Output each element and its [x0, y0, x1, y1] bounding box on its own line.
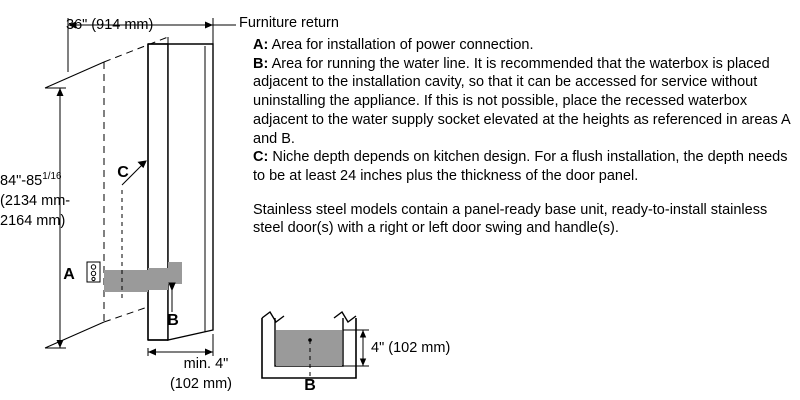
notes-paragraph: Stainless steel models contain a panel-ready base unit, ready-to-install stainless steel door(s) with a right or left door swing and handle(s).: [253, 201, 768, 237]
note-b: B: Area for running the water line. It is recommended that the waterbox is placed adjacent to the installation cavity, so that it can be accessed for service without uninstalling the appliance. If this is not possible, place the recessed waterbox adjacent to the water supply socket elevated at the heights as referenced in areas A and B.: [253, 55, 790, 147]
note-a-key: A: [253, 37, 264, 53]
notes-column: [253, 36, 793, 238]
waterbox-detail: [262, 312, 369, 378]
marker-c-label: C: [117, 164, 129, 181]
cabinet-body: [148, 44, 213, 340]
height-label-line2: (2134 mm-: [0, 193, 71, 209]
note-c-key: C: [253, 149, 264, 166]
power-outlet-icon: [87, 262, 100, 282]
note-a-text: Area for installation of power connection.: [271, 37, 534, 53]
marker-b-label: B: [167, 312, 179, 329]
marker-a-label: A: [63, 266, 75, 283]
furniture-return-label: Furniture return: [239, 15, 339, 31]
note-c: C: Niche depth depends on kitchen design. For a flush installation, the depth needs to be at least 24 inches plus the thickness of the door panel.: [253, 149, 788, 184]
detail-height-label: 4" (102 mm): [371, 340, 451, 356]
note-c-text: Niche depth depends on kitchen design. For a flush installation, the depth needs to be at least 24 inches plus the thickness of the door panel.: [253, 149, 788, 184]
bottom-depth-label-line2: (102 mm): [169, 376, 233, 392]
height-label-line3: 2164 mm): [0, 213, 66, 229]
note-b-key: B: [253, 55, 264, 72]
note-b-text: Area for running the water line. It is recommended that the waterbox is placed adjacent to the installation cavity, so that it can be accessed for service without uninstalling the appliance. If this is not possible, place the recessed waterbox adjacent to the water supply socket elevated at the heights as referenced in areas A and B.: [253, 55, 790, 147]
bottom-depth-label-line1: min. 4": [183, 356, 229, 372]
height-label-line1: $84"-85^{1/16}$: [0, 171, 62, 189]
detail-marker-b-label: B: [304, 377, 316, 394]
note-a: A: Area for installation of power connection.: [253, 37, 534, 53]
top-width-label: 36" (914 mm): [66, 17, 154, 33]
